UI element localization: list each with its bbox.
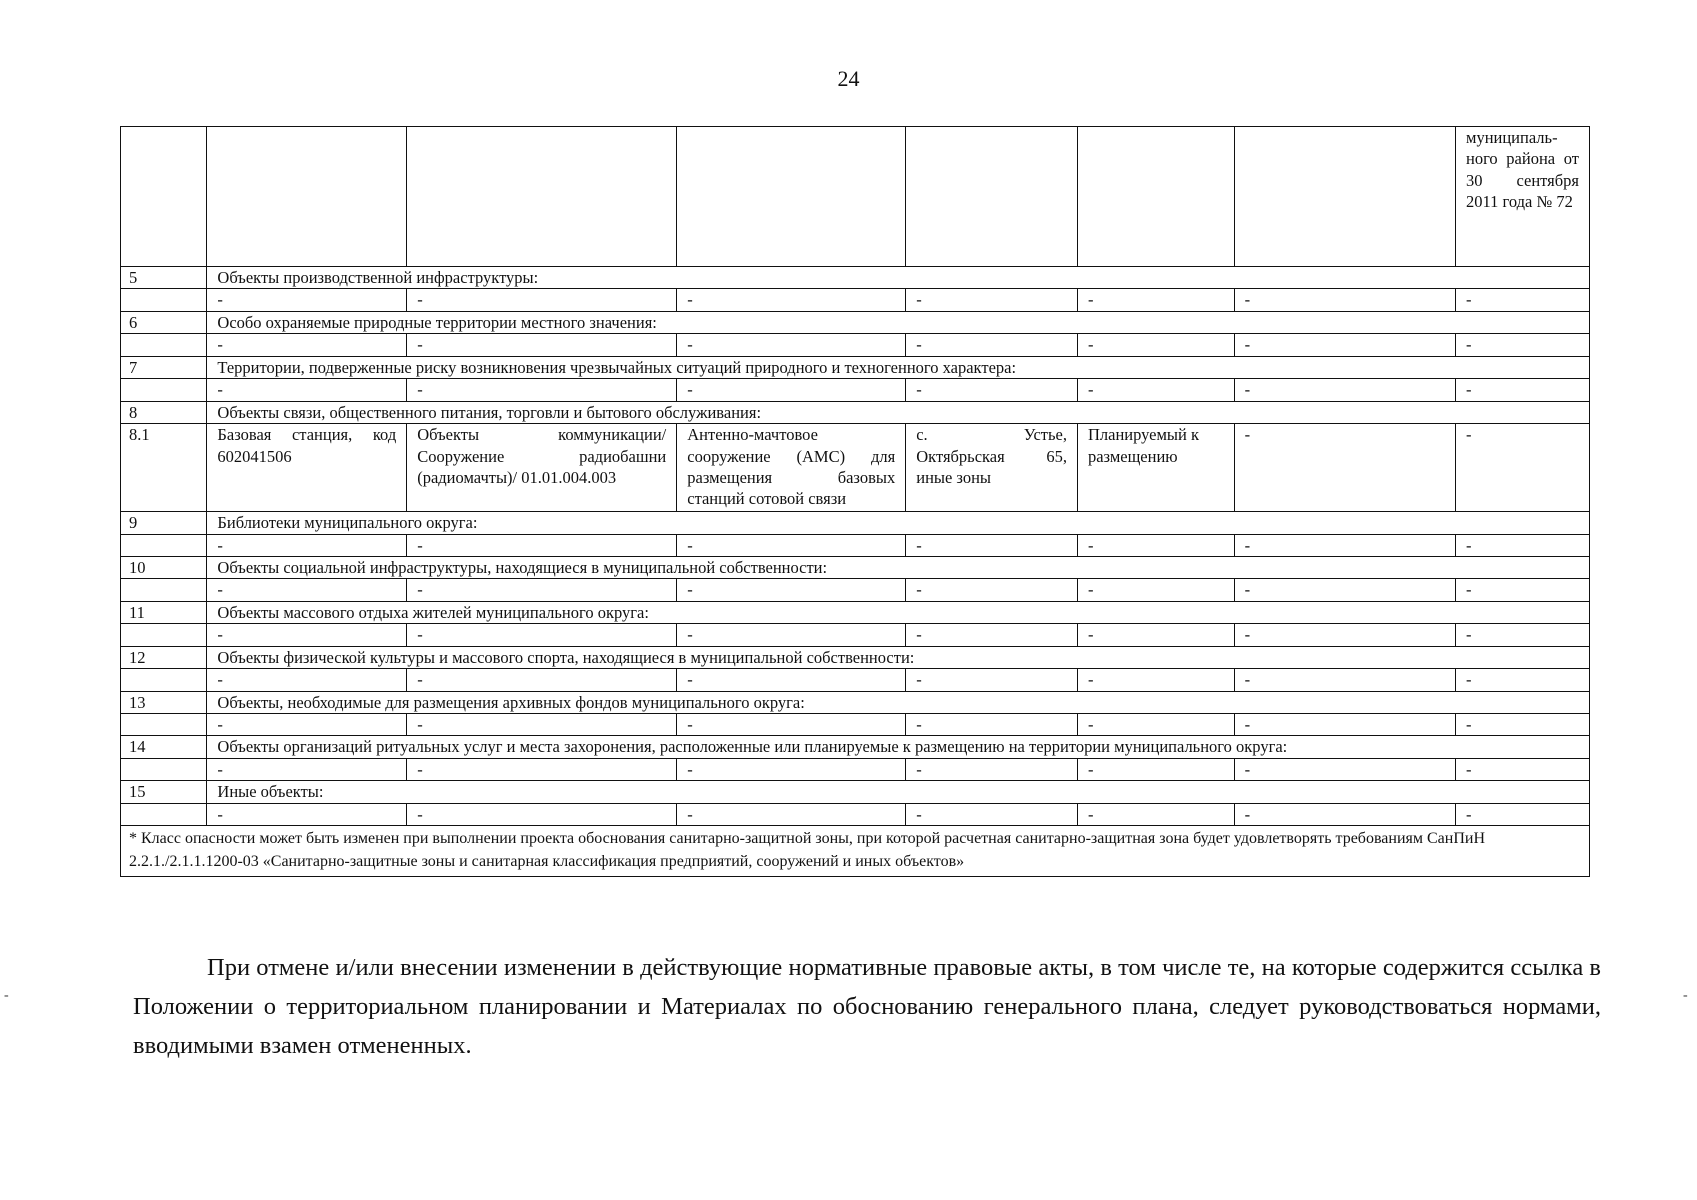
dash-row — [121, 289, 1590, 311]
dash-cell: - — [1234, 334, 1455, 356]
continued-row — [121, 127, 1590, 267]
dash-cell: - — [1077, 803, 1234, 825]
dash-cell: - — [207, 579, 407, 601]
dash-cell: - — [1234, 803, 1455, 825]
dash-cell: - — [1456, 803, 1590, 825]
dash-cell: - — [1456, 714, 1590, 736]
closing-paragraph: При отмене и/или внесении изменении в действующие нормативные правовые акты, в том числе те, на которые содержится ссылка в Положении о территориальном планировании и Материалах по обоснованию генерального плана, следует руководствоваться нормами, вводимыми взамен отмененных. — [133, 954, 1601, 1060]
dash-cell: - — [1456, 334, 1590, 356]
dash-cell: - — [407, 379, 677, 401]
category-row — [121, 556, 1590, 578]
dash-cell: - — [1456, 379, 1590, 401]
empty-cell — [121, 334, 207, 356]
object-col7: - — [1234, 424, 1455, 512]
dash-cell: - — [1077, 289, 1234, 311]
dash-cell: - — [407, 624, 677, 646]
row-number: 13 — [121, 691, 207, 713]
dash-row — [121, 803, 1590, 825]
dash-cell: - — [407, 334, 677, 356]
empty-cell — [121, 289, 207, 311]
dash-row — [121, 758, 1590, 780]
dash-cell: - — [407, 758, 677, 780]
dash-cell: - — [677, 758, 906, 780]
dash-cell: - — [407, 534, 677, 556]
object-purpose: Антенно-мачтовое сооружение (АМС) для размещения базовых станций сотовой связи — [677, 424, 906, 512]
dash-cell: - — [207, 534, 407, 556]
footnote: * Класс опасности может быть изменен при выполнении проекта обоснования санитарно-защитной зоны, при которой расчетная санитарно-защитная зона будет удовлетворять требованиям СанПиН 2.2.1./2.1.1.1200-03 «Санитарно-защитные зоны и санитарная классификация предприятий, сооружений и иных объектов» — [121, 826, 1590, 876]
row-number: 8 — [121, 401, 207, 423]
row-number: 5 — [121, 267, 207, 289]
empty-cell — [121, 379, 207, 401]
dash-cell: - — [906, 624, 1078, 646]
dash-cell: - — [207, 334, 407, 356]
dash-cell: - — [1234, 714, 1455, 736]
row-number: 6 — [121, 311, 207, 333]
dash-cell: - — [677, 714, 906, 736]
category-row — [121, 781, 1590, 803]
dash-cell: - — [1077, 758, 1234, 780]
dash-cell: - — [906, 579, 1078, 601]
footnote-row — [121, 826, 1590, 876]
object-location: с. Устье, Октябрьская 65, иные зоны — [906, 424, 1078, 512]
category-title: Территории, подверженные риску возникновения чрезвычайных ситуаций природного и техногенного характера: — [207, 356, 1590, 378]
dash-cell: - — [1234, 289, 1455, 311]
category-row — [121, 311, 1590, 333]
dash-row — [121, 669, 1590, 691]
dash-cell: - — [906, 289, 1078, 311]
margin-dash-left: - — [4, 988, 9, 1003]
continued-cell: муниципального района от 30 сентября 2011 года № 72 — [1456, 127, 1590, 267]
dash-cell: - — [407, 803, 677, 825]
category-title: Объекты, необходимые для размещения архивных фондов муниципального округа: — [207, 691, 1590, 713]
dash-cell: - — [1456, 758, 1590, 780]
dash-cell: - — [1234, 379, 1455, 401]
row-number: 10 — [121, 556, 207, 578]
category-row — [121, 512, 1590, 534]
dash-cell: - — [207, 714, 407, 736]
dash-row — [121, 379, 1590, 401]
object-type: Объекты коммуникации/ Сооружение радиобашни (радиомачты)/ 01.01.004.003 — [407, 424, 677, 512]
empty-cell — [121, 579, 207, 601]
category-title: Объекты массового отдыха жителей муниципального округа: — [207, 601, 1590, 623]
dash-cell: - — [1234, 534, 1455, 556]
dash-cell: - — [677, 803, 906, 825]
dash-cell: - — [906, 803, 1078, 825]
category-row — [121, 691, 1590, 713]
category-title: Объекты производственной инфраструктуры: — [207, 267, 1590, 289]
dash-cell: - — [1456, 534, 1590, 556]
dash-cell: - — [1456, 579, 1590, 601]
empty-cell — [121, 624, 207, 646]
dash-cell: - — [1077, 714, 1234, 736]
category-row — [121, 267, 1590, 289]
row-number: 8.1 — [121, 424, 207, 512]
dash-cell: - — [207, 624, 407, 646]
objects-table — [120, 126, 1590, 877]
dash-cell: - — [207, 379, 407, 401]
object-name: Базовая станция, код 602041506 — [207, 424, 407, 512]
dash-cell: - — [1077, 669, 1234, 691]
row-number: 7 — [121, 356, 207, 378]
dash-cell: - — [1234, 624, 1455, 646]
dash-cell: - — [906, 334, 1078, 356]
dash-row — [121, 334, 1590, 356]
page-number: 24 — [837, 66, 860, 91]
category-title: Особо охраняемые природные территории местного значения: — [207, 311, 1590, 333]
dash-cell: - — [677, 334, 906, 356]
dash-cell: - — [1077, 579, 1234, 601]
row-number: 9 — [121, 512, 207, 534]
dash-cell: - — [407, 669, 677, 691]
dash-cell: - — [407, 579, 677, 601]
category-row — [121, 646, 1590, 668]
dash-cell: - — [1234, 579, 1455, 601]
empty-cell — [121, 803, 207, 825]
dash-cell: - — [207, 669, 407, 691]
dash-row — [121, 624, 1590, 646]
empty-cell — [121, 534, 207, 556]
dash-cell: - — [1234, 758, 1455, 780]
dash-cell: - — [677, 379, 906, 401]
dash-cell: - — [407, 714, 677, 736]
object-col8: - — [1456, 424, 1590, 512]
margin-dash-right: - — [1683, 988, 1688, 1003]
dash-cell: - — [1456, 289, 1590, 311]
dash-row — [121, 714, 1590, 736]
row-number: 12 — [121, 646, 207, 668]
category-title: Объекты связи, общественного питания, торговли и бытового обслуживания: — [207, 401, 1590, 423]
dash-cell: - — [677, 289, 906, 311]
row-number: 14 — [121, 736, 207, 758]
dash-cell: - — [1456, 669, 1590, 691]
category-row — [121, 401, 1590, 423]
category-row — [121, 736, 1590, 758]
category-title: Объекты организаций ритуальных услуг и места захоронения, расположенные или планируемые к размещению на территории муниципального округа: — [207, 736, 1590, 758]
category-row — [121, 356, 1590, 378]
row-number: 15 — [121, 781, 207, 803]
dash-cell: - — [906, 669, 1078, 691]
empty-cell — [121, 714, 207, 736]
empty-cell — [121, 758, 207, 780]
row-number: 11 — [121, 601, 207, 623]
object-status: Планируемый к размещению — [1077, 424, 1234, 512]
dash-cell: - — [1077, 379, 1234, 401]
dash-cell: - — [207, 289, 407, 311]
dash-cell: - — [407, 289, 677, 311]
dash-cell: - — [677, 579, 906, 601]
category-title: Объекты физической культуры и массового спорта, находящиеся в муниципальной собственности: — [207, 646, 1590, 668]
dash-cell: - — [906, 714, 1078, 736]
dash-cell: - — [207, 758, 407, 780]
detail-row-8-1 — [121, 424, 1590, 512]
dash-cell: - — [1077, 334, 1234, 356]
dash-cell: - — [906, 758, 1078, 780]
category-title: Объекты социальной инфраструктуры, находящиеся в муниципальной собственности: — [207, 556, 1590, 578]
dash-cell: - — [677, 669, 906, 691]
dash-cell: - — [1234, 669, 1455, 691]
dash-cell: - — [1077, 624, 1234, 646]
dash-cell: - — [677, 624, 906, 646]
dash-cell: - — [906, 379, 1078, 401]
dash-cell: - — [1077, 534, 1234, 556]
empty-cell — [121, 669, 207, 691]
category-title: Иные объекты: — [207, 781, 1590, 803]
dash-cell: - — [207, 803, 407, 825]
dash-row — [121, 534, 1590, 556]
dash-row — [121, 579, 1590, 601]
category-row — [121, 601, 1590, 623]
dash-cell: - — [677, 534, 906, 556]
dash-cell: - — [906, 534, 1078, 556]
dash-cell: - — [1456, 624, 1590, 646]
category-title: Библиотеки муниципального округа: — [207, 512, 1590, 534]
